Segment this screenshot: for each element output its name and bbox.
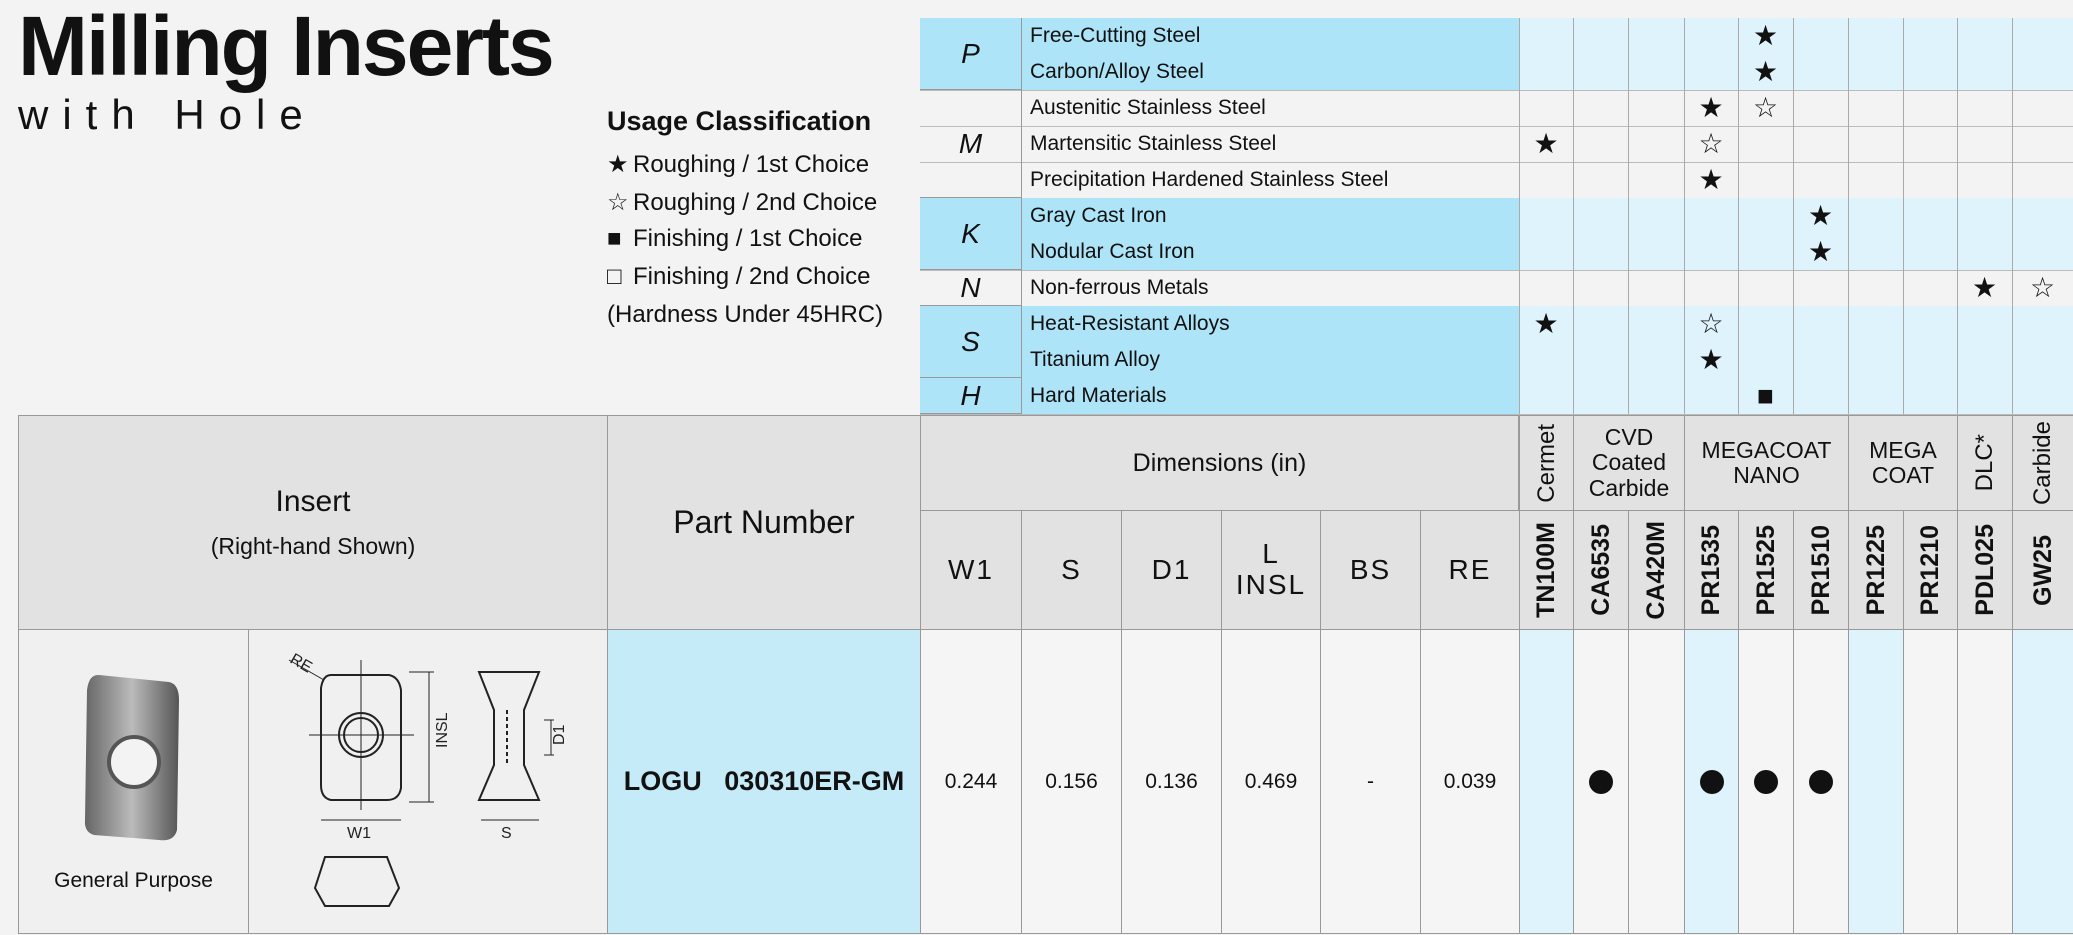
grade-header: TN100M (1519, 510, 1574, 630)
dim-header: L INSL (1221, 510, 1321, 630)
grid-line (1573, 18, 1574, 414)
page-subtitle: with Hole (18, 91, 317, 138)
material-name: Free-Cutting Steel (1021, 18, 1519, 54)
insert-diagram (249, 630, 609, 935)
dim-header: BS (1320, 510, 1421, 630)
usage-mark: ★ (1533, 128, 1559, 159)
w1-label: W1 (347, 825, 371, 842)
dimension-value: 0.469 (1221, 629, 1321, 934)
legend-item: □ Finishing / 2nd Choice (607, 263, 871, 290)
grid-line (1738, 18, 1739, 414)
grid-line (1628, 18, 1629, 414)
material-name: Austenitic Stainless Steel (1021, 90, 1519, 126)
usage-mark: ☆ (1698, 128, 1724, 159)
material-group: S (920, 306, 1021, 378)
grid-line (2012, 18, 2013, 414)
availability-dot (1700, 770, 1724, 794)
grade-cell (1684, 629, 1739, 934)
material-row (920, 342, 2073, 379)
grade-category-header: MEGACOAT NANO (1684, 415, 1849, 511)
legend-item: ☆ Roughing / 2nd Choice (607, 189, 878, 216)
insert-diagram-cell (248, 629, 608, 934)
material-row (920, 198, 2073, 235)
dim-header: RE (1420, 510, 1520, 630)
part-number-header: Part Number (607, 415, 921, 630)
material-row (920, 90, 2073, 127)
usage-mark: ★ (1807, 200, 1834, 231)
usage-mark: ★ (1752, 20, 1779, 51)
material-name: Titanium Alloy (1021, 342, 1519, 378)
grade-cell (1793, 629, 1849, 934)
legend-note: (Hardness Under 45HRC) (607, 301, 884, 328)
grid-line (1684, 18, 1685, 414)
usage-mark: ☆ (1752, 92, 1779, 123)
material-name: Heat-Resistant Alloys (1021, 306, 1519, 342)
dim-header: W1 (920, 510, 1022, 630)
grade-category-header: CVD Coated Carbide (1573, 415, 1685, 511)
availability-dot (1754, 770, 1778, 794)
material-group: H (920, 378, 1021, 414)
grade-header: PR1510 (1793, 510, 1849, 630)
material-group: M (920, 90, 1021, 198)
legend-item: ■ Finishing / 1st Choice (607, 225, 863, 252)
usage-mark: ★ (1971, 272, 1998, 303)
dim-header: S (1021, 510, 1122, 630)
grade-category-header: DLC* (1957, 415, 2013, 511)
grade-header: PR1525 (1738, 510, 1794, 630)
material-group: P (920, 18, 1021, 90)
insert-header: Insert (Right-hand Shown) (18, 415, 608, 630)
usage-mark: ★ (1752, 56, 1779, 87)
usage-mark: ★ (1698, 92, 1724, 123)
grade-cell (1957, 629, 2013, 934)
usage-mark: ☆ (2029, 272, 2056, 303)
dimensions-header: Dimensions (in) (920, 415, 1519, 511)
insert-photo (79, 670, 189, 850)
material-name: Carbon/Alloy Steel (1021, 54, 1519, 90)
legend-title: Usage Classification (607, 106, 872, 136)
material-name: Precipitation Hardened Stainless Steel (1021, 162, 1519, 198)
dimension-value: - (1320, 629, 1421, 934)
material-row (920, 306, 2073, 343)
material-row (920, 126, 2073, 163)
usage-mark: ★ (1698, 164, 1724, 195)
grade-cell (1903, 629, 1958, 934)
usage-mark: ★ (1807, 236, 1834, 267)
material-name: Gray Cast Iron (1021, 198, 1519, 234)
dim-header: D1 (1121, 510, 1222, 630)
material-row (920, 234, 2073, 271)
availability-dot (1809, 770, 1833, 794)
availability-dot (1589, 770, 1613, 794)
usage-mark: ★ (1698, 344, 1724, 375)
page-title: Milling Inserts (18, 0, 553, 93)
grade-cell (1628, 629, 1685, 934)
grade-header: CA6535 (1573, 510, 1629, 630)
usage-mark: ■ (1757, 380, 1774, 411)
grid-line (1519, 18, 1520, 414)
dimension-value: 0.039 (1420, 629, 1520, 934)
grid-line (1903, 18, 1904, 414)
part-number-value: LOGU 030310ER-GM (607, 629, 921, 934)
material-row (920, 270, 2073, 307)
material-name: Hard Materials (1021, 378, 1519, 414)
grid-line (1957, 18, 1958, 414)
material-group: N (920, 270, 1021, 306)
grid-line (1793, 18, 1794, 414)
grade-header: GW25 (2012, 510, 2073, 630)
legend-item: ★ Roughing / 1st Choice (607, 151, 870, 178)
grade-header: CA420M (1628, 510, 1685, 630)
material-row (920, 18, 2073, 55)
insl-label: INSL (434, 712, 451, 748)
grade-category-header: MEGA COAT (1848, 415, 1958, 511)
grade-cell (1848, 629, 1904, 934)
dimension-value: 0.136 (1121, 629, 1222, 934)
grade-header: PR1535 (1684, 510, 1739, 630)
usage-mark: ☆ (1698, 308, 1724, 339)
grade-header: PDL025 (1957, 510, 2013, 630)
grade-cell (2012, 629, 2073, 934)
dimension-value: 0.244 (920, 629, 1022, 934)
insert-caption: General Purpose (54, 869, 213, 892)
material-name: Nodular Cast Iron (1021, 234, 1519, 270)
material-name: Martensitic Stainless Steel (1021, 126, 1519, 162)
grade-cell (1573, 629, 1629, 934)
re-label: RE (287, 650, 315, 677)
grid-line (1848, 18, 1849, 414)
insert-photo-cell (18, 629, 249, 934)
material-row (920, 162, 2073, 199)
grade-category-header: Carbide (2012, 415, 2073, 511)
d1-label: D1 (551, 724, 568, 745)
grade-header: PR1225 (1848, 510, 1904, 630)
dimension-value: 0.156 (1021, 629, 1122, 934)
s-label: S (501, 825, 512, 842)
material-row (920, 378, 2073, 415)
material-name: Non-ferrous Metals (1021, 270, 1519, 306)
material-row (920, 54, 2073, 91)
usage-mark: ★ (1533, 308, 1559, 339)
grade-header: PR1210 (1903, 510, 1958, 630)
grade-cell (1738, 629, 1794, 934)
material-group: K (920, 198, 1021, 270)
grade-cell (1519, 629, 1574, 934)
grade-category-header: Cermet (1519, 415, 1574, 511)
